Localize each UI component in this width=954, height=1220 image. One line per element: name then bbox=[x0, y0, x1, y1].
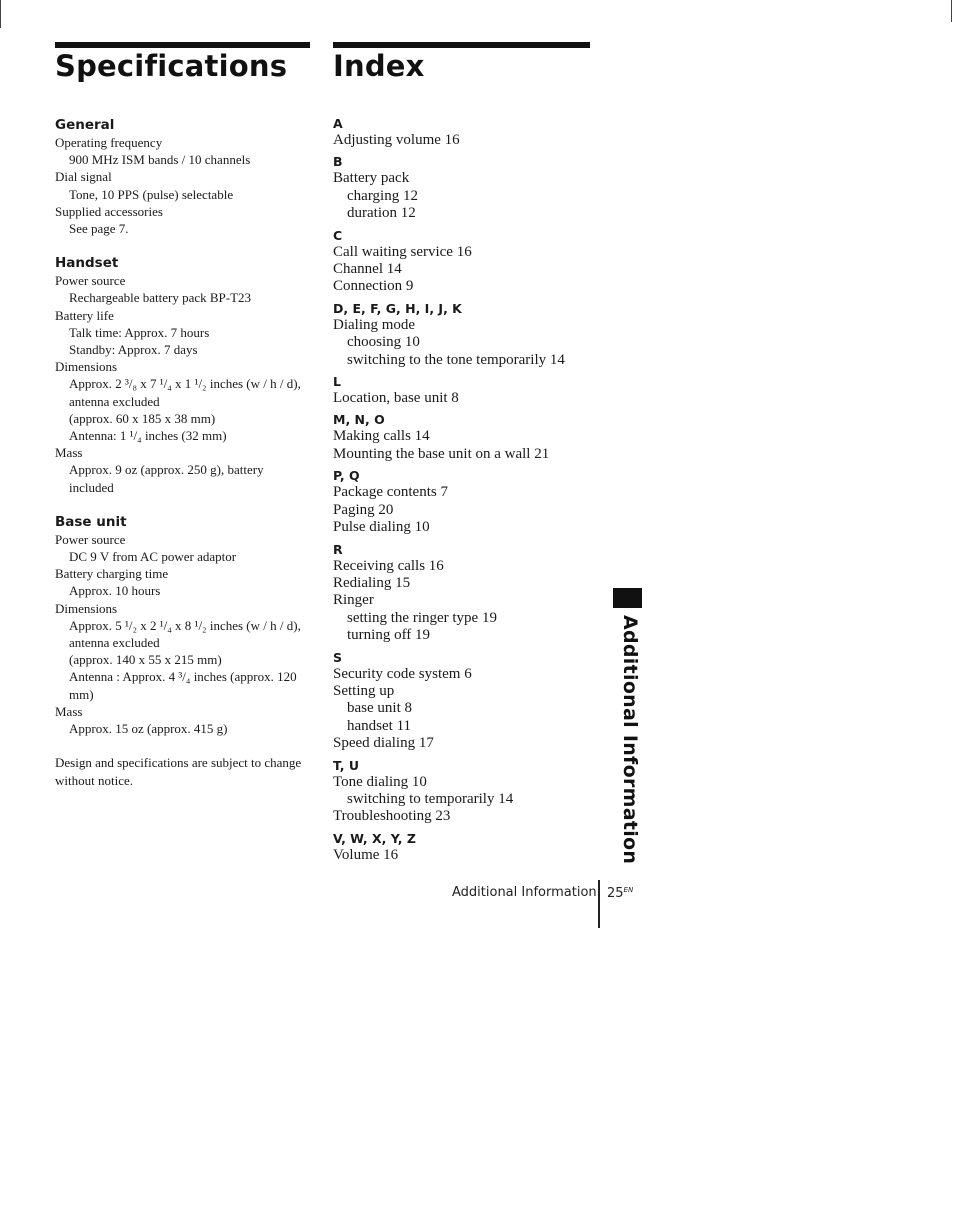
index-subentry: choosing 10 bbox=[347, 334, 420, 351]
index-entry: Redialing 15 bbox=[333, 574, 411, 591]
spec-value: (approx. 140 x 55 x 215 mm) bbox=[69, 652, 222, 668]
spec-label: Battery life bbox=[55, 307, 114, 323]
page-edge-right bbox=[951, 0, 953, 22]
side-tab-label: Additional Information bbox=[619, 615, 641, 865]
index-entry: Troubleshooting 23 bbox=[333, 808, 451, 825]
spec-value: Antenna : Approx. 4 ³/₄ inches (approx. 120 mm) bbox=[69, 669, 297, 702]
index-entry: Receiving calls 16 bbox=[333, 557, 444, 574]
spec-section bbox=[55, 254, 310, 496]
index-letter-heading: B bbox=[333, 154, 343, 170]
index-rule bbox=[333, 42, 590, 48]
spec-value: Approx. 10 hours bbox=[69, 583, 161, 599]
index-title: Index bbox=[333, 49, 425, 83]
page-edge-left bbox=[0, 0, 1, 28]
page-number-value: 25 bbox=[607, 886, 624, 901]
index-letter-heading: D, E, F, G, H, I, J, K bbox=[333, 300, 462, 316]
index-entry: Setting up bbox=[333, 682, 395, 699]
page-number bbox=[607, 886, 633, 901]
index-entry: Call waiting service 16 bbox=[333, 243, 472, 260]
spec-section bbox=[55, 513, 310, 737]
footer-divider bbox=[598, 880, 600, 928]
spec-label: Dimensions bbox=[55, 359, 118, 375]
spec-value: Approx. 5 ¹/₂ x 2 ¹/₄ x 8 ¹/₂ inches (w / h / d), antenna excluded bbox=[69, 617, 301, 651]
index-column bbox=[333, 115, 603, 864]
spec-section-heading: General bbox=[55, 117, 115, 133]
footer-section: Additional Information bbox=[452, 885, 597, 900]
spec-label: Power source bbox=[55, 273, 126, 289]
index-entry: Battery pack bbox=[333, 170, 410, 187]
index-letter-heading: S bbox=[333, 649, 343, 665]
index-letter-heading: A bbox=[333, 116, 343, 131]
spec-section-heading: Base unit bbox=[55, 513, 127, 530]
spec-value: See page 7. bbox=[69, 221, 129, 237]
spec-value: Antenna: 1 ¹/₄ inches (32 mm) bbox=[69, 428, 227, 444]
spec-value: (approx. 60 x 185 x 38 mm) bbox=[69, 410, 216, 426]
spec-label: Operating frequency bbox=[55, 135, 163, 150]
spec-label: Dial signal bbox=[55, 169, 112, 185]
spec-note: Design and specifications are subject to change without notice. bbox=[55, 755, 302, 788]
spec-value: Tone, 10 PPS (pulse) selectable bbox=[69, 186, 234, 202]
index-entry: Mounting the base unit on a wall 21 bbox=[333, 445, 550, 462]
index-letter-heading: L bbox=[333, 374, 341, 390]
page-number-suffix: EN bbox=[623, 886, 634, 894]
index-entry: Volume 16 bbox=[333, 846, 399, 863]
index-entry: Ringer bbox=[333, 592, 374, 609]
spec-label: Supplied accessories bbox=[55, 203, 163, 219]
index-entry: Connection 9 bbox=[333, 278, 414, 295]
spec-label: Mass bbox=[55, 445, 83, 461]
index-subentry: turning off 19 bbox=[347, 627, 431, 644]
spec-value: Approx. 15 oz (approx. 415 g) bbox=[69, 721, 228, 737]
index-entry: Paging 20 bbox=[333, 501, 394, 518]
specifications-title: Specifications bbox=[55, 49, 288, 83]
spec-value: Standby: Approx. 7 days bbox=[69, 342, 198, 358]
spec-value: Approx. 9 oz (approx. 250 g), battery included bbox=[69, 462, 264, 495]
spec-label: Dimensions bbox=[55, 600, 118, 616]
index-letter-heading: R bbox=[333, 541, 343, 557]
index-letter-heading: P, Q bbox=[333, 468, 360, 484]
side-tab bbox=[604, 615, 652, 865]
spec-section bbox=[55, 116, 310, 237]
index-entry: Making calls 14 bbox=[333, 428, 430, 445]
spec-value: DC 9 V from AC power adaptor bbox=[69, 549, 237, 565]
index-subentry: setting the ringer type 19 bbox=[347, 609, 497, 626]
specifications-rule bbox=[55, 42, 310, 48]
side-tab-marker bbox=[613, 588, 642, 608]
index-letter-heading: V, W, X, Y, Z bbox=[333, 830, 416, 846]
index-entry: Channel 14 bbox=[333, 261, 402, 278]
index-entry: Adjusting volume 16 bbox=[333, 132, 460, 148]
index-subentry: duration 12 bbox=[347, 205, 416, 222]
spec-label: Battery charging time bbox=[55, 566, 169, 582]
spec-label: Mass bbox=[55, 703, 83, 719]
specifications-column bbox=[55, 116, 310, 789]
index-entry: Dialing mode bbox=[333, 316, 416, 333]
index-entry: Tone dialing 10 bbox=[333, 773, 427, 790]
index-letter-heading: C bbox=[333, 227, 343, 243]
spec-value: 900 MHz ISM bands / 10 channels bbox=[69, 152, 251, 168]
index-entry: Pulse dialing 10 bbox=[333, 519, 430, 536]
index-letter-heading: M, N, O bbox=[333, 412, 385, 428]
spec-value: Rechargeable battery pack BP-T23 bbox=[69, 290, 252, 306]
index-entry: Location, base unit 8 bbox=[333, 390, 459, 407]
index-subentry: handset 11 bbox=[347, 717, 412, 734]
index-entry: Speed dialing 17 bbox=[333, 735, 434, 752]
index-subentry: switching to the tone temporarily 14 bbox=[347, 351, 565, 368]
spec-value: Approx. 2 ³/₈ x 7 ¹/₄ x 1 ¹/₂ inches (w / h / d), antenna excluded bbox=[69, 376, 301, 409]
index-letter-heading: T, U bbox=[333, 757, 359, 773]
index-entry: Package contents 7 bbox=[333, 484, 448, 501]
spec-label: Power source bbox=[55, 531, 126, 547]
index-subentry: switching to temporarily 14 bbox=[347, 790, 514, 807]
index-entry: Security code system 6 bbox=[333, 665, 472, 682]
spec-value: Talk time: Approx. 7 hours bbox=[69, 324, 210, 340]
spec-section-heading: Handset bbox=[55, 255, 119, 272]
index-subentry: base unit 8 bbox=[347, 700, 412, 717]
index-subentry: charging 12 bbox=[347, 187, 418, 204]
